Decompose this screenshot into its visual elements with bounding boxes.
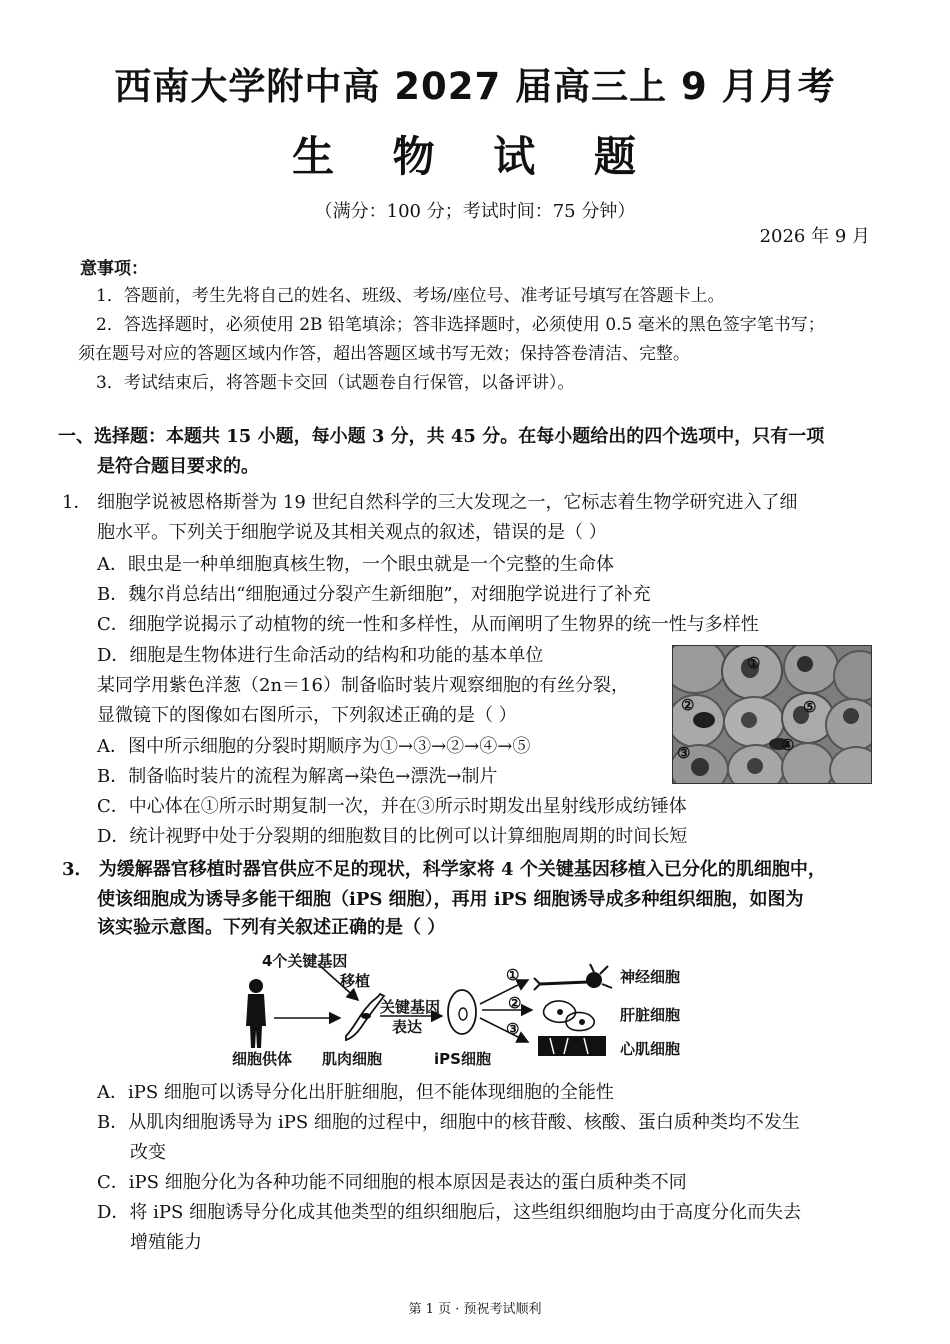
q1-stem-cont: 胞水平。下列关于细胞学说及其相关观点的叙述，错误的是（ ）	[97, 522, 607, 543]
notice-line: 3．考试结束后，将答题卡交回（试题卷自行保管，以备评讲）。	[96, 373, 575, 393]
stage-label-2: ②	[681, 696, 695, 714]
cardiac-cell-icon	[538, 1036, 606, 1056]
notice-line: 须在题号对应的答题区域内作答，超出答题区域书写无效；保持答卷清洁、完整。	[78, 344, 690, 364]
stage-label-1: ①	[747, 654, 761, 672]
exam-date: 2026 年 9 月	[759, 226, 870, 247]
q2-stem-cont: 显微镜下的图像如右图所示，下列叙述正确的是（ ）	[97, 705, 517, 726]
q3-option-d-cont: 增殖能力	[130, 1232, 202, 1253]
label-transplant: 移植	[340, 972, 371, 990]
q2-option-c: C．中心体在①所示时期复制一次，并在③所示时期发出星射线形成纺锤体	[97, 796, 687, 817]
q2-option-b: B．制备临时装片的流程为解离→染色→漂洗→制片	[97, 766, 498, 787]
q3-option-d: D．将 iPS 细胞诱导分化成其他类型的组织细胞后，这些组织细胞均由于高度分化而失去	[97, 1202, 802, 1223]
q3-option-b: B．从肌肉细胞诱导为 iPS 细胞的过程中，细胞中的核苷酸、核酸、蛋白质种类均不发生	[97, 1112, 800, 1133]
q1-option-b: B．魏尔肖总结出“细胞通过分裂产生新细胞”，对细胞学说进行了补充	[97, 584, 651, 605]
q1-option-a: A．眼虫是一种单细胞真核生物，一个眼虫就是一个完整的生命体	[97, 554, 614, 575]
subject-title: 生 物 试 题	[292, 132, 658, 181]
stage-label-4: ④	[781, 736, 795, 754]
q1-option-d: D．细胞是生物体进行生命活动的结构和功能的基本单位	[97, 645, 544, 666]
q3-stem-cont: 使该细胞成为诱导多能干细胞（iPS 细胞），再用 iPS 细胞诱导成多种组织细胞，如图为	[97, 889, 804, 910]
q2-option-a: A．图中所示细胞的分裂时期顺序为①→③→②→④→⑤	[97, 736, 531, 757]
path-label-3: ③	[506, 1020, 520, 1038]
label-liver: 肝脏细胞	[620, 1006, 681, 1024]
section-heading: 一、选择题：本题共 15 小题，每小题 3 分，共 45 分。在每小题给出的四个选项中，只有一项	[58, 426, 825, 447]
path-label-1: ①	[506, 966, 520, 984]
q3-option-b-cont: 改变	[130, 1142, 166, 1163]
notice-line: 2．答选择题时，必须使用 2B 铅笔填涂；答非选择题时，必须使用 0.5 毫米的黑色签字笔书写；	[96, 315, 825, 335]
q3-stem-cont: 该实验示意图。下列有关叙述正确的是（ ）	[97, 917, 446, 938]
notice-line: 1．答题前，考生先将自己的姓名、班级、考场/座位号、准考证号填写在答题卡上。	[96, 286, 725, 306]
label-genes: 4个关键基因	[262, 952, 348, 970]
page-footer: 第 1 页 · 预祝考试顺利	[408, 1302, 542, 1317]
label-muscle: 肌肉细胞	[322, 1050, 383, 1068]
micrograph-figure	[672, 645, 872, 784]
liver-cell-icon	[544, 1001, 595, 1031]
stage-label-5: ⑤	[803, 698, 817, 716]
label-donor: 细胞供体	[232, 1050, 293, 1068]
label-ips: iPS细胞	[434, 1050, 491, 1068]
person-icon	[246, 979, 266, 1048]
q3-stem: 3． 为缓解器官移植时器官供应不足的现状，科学家将 4 个关键基因移植入已分化的肌细胞中，	[62, 859, 826, 880]
label-expression: 关键基因	[380, 998, 441, 1016]
q1-option-c: C．细胞学说揭示了动植物的统一性和多样性，从而阐明了生物界的统一性与多样性	[97, 614, 759, 635]
q3-option-a: A．iPS 细胞可以诱导分化出肝脏细胞，但不能体现细胞的全能性	[97, 1082, 614, 1103]
q2-stem: 某同学用紫色洋葱（2n＝16）制备临时装片观察细胞的有丝分裂，	[97, 675, 629, 696]
q1-stem: 1． 细胞学说被恩格斯誉为 19 世纪自然科学的三大发现之一，它标志着生物学研究进入了细	[62, 492, 798, 513]
label-expression-2: 表达	[392, 1018, 423, 1036]
notice-heading: 意事项：	[80, 259, 148, 279]
q3-option-c: C．iPS 细胞分化为各种功能不同细胞的根本原因是表达的蛋白质种类不同	[97, 1172, 687, 1193]
section-heading-cont: 是符合题目要求的。	[97, 456, 259, 477]
path-label-2: ②	[508, 994, 522, 1012]
label-nerve: 神经细胞	[620, 968, 681, 986]
stage-label-3: ③	[677, 744, 691, 762]
neuron-icon	[534, 964, 612, 990]
exam-title: 西南大学附中高 2027 届高三上 9 月月考	[114, 65, 836, 108]
exam-info: （满分：100 分；考试时间：75 分钟）	[314, 201, 636, 222]
q2-option-d: D．统计视野中处于分裂期的细胞数目的比例可以计算细胞周期的时间长短	[97, 826, 688, 847]
ips-cell-icon	[448, 990, 476, 1034]
label-cardiac: 心肌细胞	[620, 1040, 681, 1058]
